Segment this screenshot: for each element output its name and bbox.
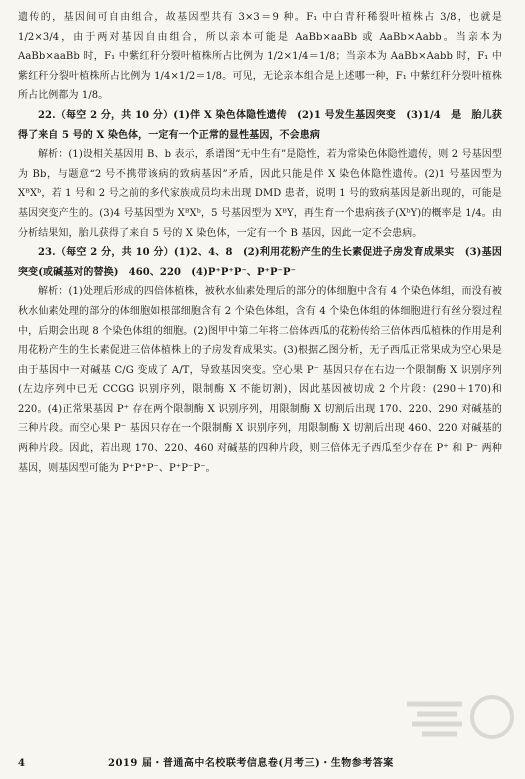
footer-title: 2019 届・普通高中名校联考信息卷(月考三)・生物参考答案	[108, 758, 394, 769]
watermark-logo-icon	[397, 689, 517, 749]
page-footer	[18, 754, 508, 769]
paragraph-continuation: 遗传的，基因间可自由组合，故基因型共有 3×3＝9 种。F₁ 中白青秆稀裂叶植株占 3/8，也就是 1/2×3/4，由于两对基因自由组合，所以亲本可能是 AaBb×aaBb 或 AaBb×Aabb。当亲本为 AaBb×aaBb 时，F₁ 中紫红秆分裂叶植株所占比例为 1/2×1/4＝1/8；当亲本为 AaBb×Aabb 时，F₁ 中紫红秆分裂叶植株所占比例为 1/4×1/2＝1/8。可见，无论亲本组合是上述哪一种，F₁ 中紫红秆分裂叶植株所占比例都为 1/8。	[18, 12, 502, 102]
answer-22: 22.（每空 2 分，共 10 分）(1)伴 X 染色体隐性遗传 (2)1 号发生基因突变 (3)1/4 是 胎儿获得了来自 5 号的 X 染色体，一定有一个正常的显性基因，不会患病	[18, 109, 502, 141]
answer-23: 23.（每空 2 分，共 10 分）(1)2、4、8 (2)利用花粉产生的生长素促进子房发育成果实 (3)基因突变(或碱基对的替换) 460、220 (4)P⁺P⁺P⁻、P⁺P⁻P⁻	[18, 247, 502, 278]
explanation-22: 解析：(1)设相关基因用 B、b 表示，系谱图“无中生有”是隐性，若为常染色体隐性遗传，则 2 号基因型为 Bb，与题意“2 号不携带该病的致病基因”矛盾，因此只能是伴 X 染色体隐性遗传。(2)1 号基因型为 XᴮXᵇ，若 1 号和 2 号之前的多代家族成员均未出现 DMD 患者，说明 1 号的致病基因是新出现的，可能是基因突变产生的。(3)4 号基因型为 XᴮXᵇ，5 号基因型为 XᴮY，再生育一个患病孩子(XᵇY)的概率是 1/4。由分析结果知，胎儿获得了来自 5 号的 X 染色体，一定有一个 B 基因，因此一定不会患病。	[18, 149, 502, 239]
answer-text-body	[18, 8, 502, 478]
page-number: 4	[18, 758, 25, 769]
explanation-23: 解析：(1)处理后形成的四倍体植株，被秋水仙素处理后的部分的体细胞中含有 4 个染色体组，而没有被秋水仙素处理的部分的体细胞如根部细胞含有 2 个染色体组，含有 4 个染色体组的体细胞进行有丝分裂过程中，后期会出现 8 个染色体组的细胞。(2)图甲中第二年将二倍体西瓜的花粉传给三倍体西瓜植株的作用是利用花粉产生的生长素促进三倍体植株上的子房发育成果实。(3)根据乙图分析，无子西瓜正常果成为空心果是由于基因中一对碱基 C/G 变成了 A/T，导致基因突变。空心果 P⁻ 基因只存在右边一个限制酶 X 识别序列(左边序列中已无 CCGG 识别序列，限制酶 X 不能切割)，因此基因被切成 2 个片段：(290＋170)和 220。(4)正常果基因 P⁺ 存在两个限制酶 X 识别序列，用限制酶 X 切割后出现 170、220、290 对碱基的三种片段。而空心果 P⁻ 基因只存在一个限制酶 X 识别序列，用限制酶 X 切割后出现 460、220 对碱基的两种片段。因此，若出现 170、220、460 对碱基的四种片段，则三倍体无子西瓜至少存在 P⁺ 和 P⁻ 两种基因，则基因型可能为 P⁺P⁺P⁻、P⁺P⁻P⁻。	[18, 286, 502, 474]
